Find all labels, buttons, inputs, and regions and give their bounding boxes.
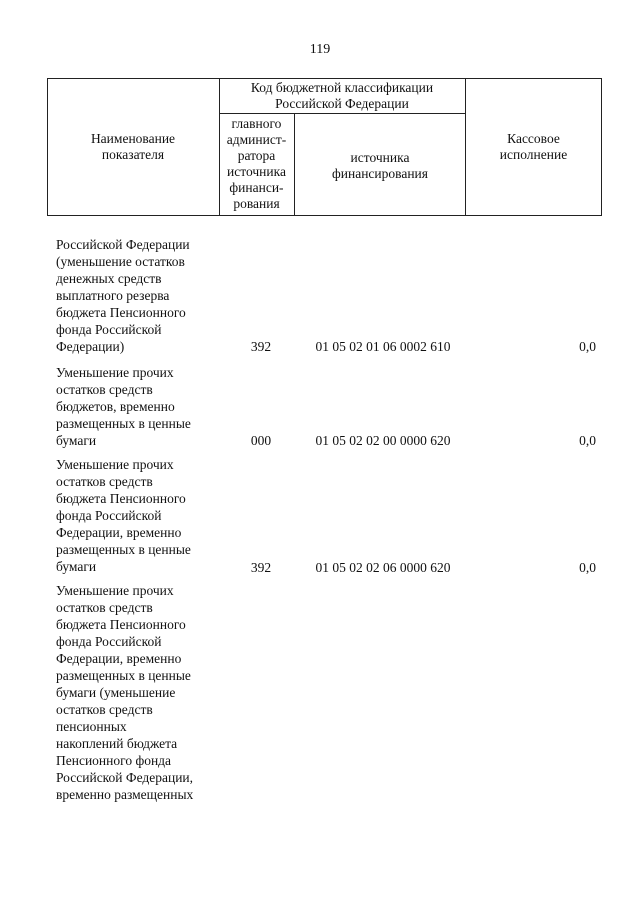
header-code-group: Код бюджетной классификации Российской Федерации	[250, 80, 434, 111]
header-bottom-border	[47, 215, 602, 216]
header-group-underline	[219, 113, 465, 114]
table-header	[47, 78, 602, 216]
row-name: Уменьшение прочих остатков средств бюджетов, временно размещенных в ценные бумаги	[56, 365, 191, 448]
row-name: Российской Федерации (уменьшение остатков денежных средств выплатного резерва бюджета Пенсионного фонда Российской Федерации)	[56, 237, 190, 354]
header-name-col: Наименование показателя	[90, 131, 176, 162]
row-amount: 0,0	[579, 560, 596, 575]
row-admin-code: 392	[250, 560, 272, 575]
row-source-code: 01 05 02 01 06 0002 610	[315, 339, 451, 354]
row-source-code: 01 05 02 02 00 0000 620	[315, 433, 451, 448]
row-admin-code: 392	[250, 339, 272, 354]
header-amount-col: Кассовое исполнение	[499, 131, 568, 162]
row-source-code: 01 05 02 02 06 0000 620	[315, 560, 451, 575]
header-top-border	[47, 78, 602, 79]
row-amount: 0,0	[579, 433, 596, 448]
row-amount: 0,0	[579, 339, 596, 354]
row-name: Уменьшение прочих остатков средств бюджета Пенсионного фонда Российской Федерации, временно размещенных в ценные бумаги	[56, 457, 191, 574]
row-name: Уменьшение прочих остатков средств бюджета Пенсионного фонда Российской Федерации, временно размещенных в ценные бумаги (уменьшение остатков средств пенсионных накоплений бюджета Пенсионного фонда Российской Федерации, временно размещенных	[56, 583, 194, 802]
page-number: 119	[309, 42, 331, 57]
row-admin-code: 000	[250, 433, 272, 448]
header-right-border	[601, 78, 602, 216]
header-admin-col: главного админист- ратора источника финанси- рования	[226, 116, 287, 211]
header-source-col: источника финансирования	[332, 150, 428, 181]
